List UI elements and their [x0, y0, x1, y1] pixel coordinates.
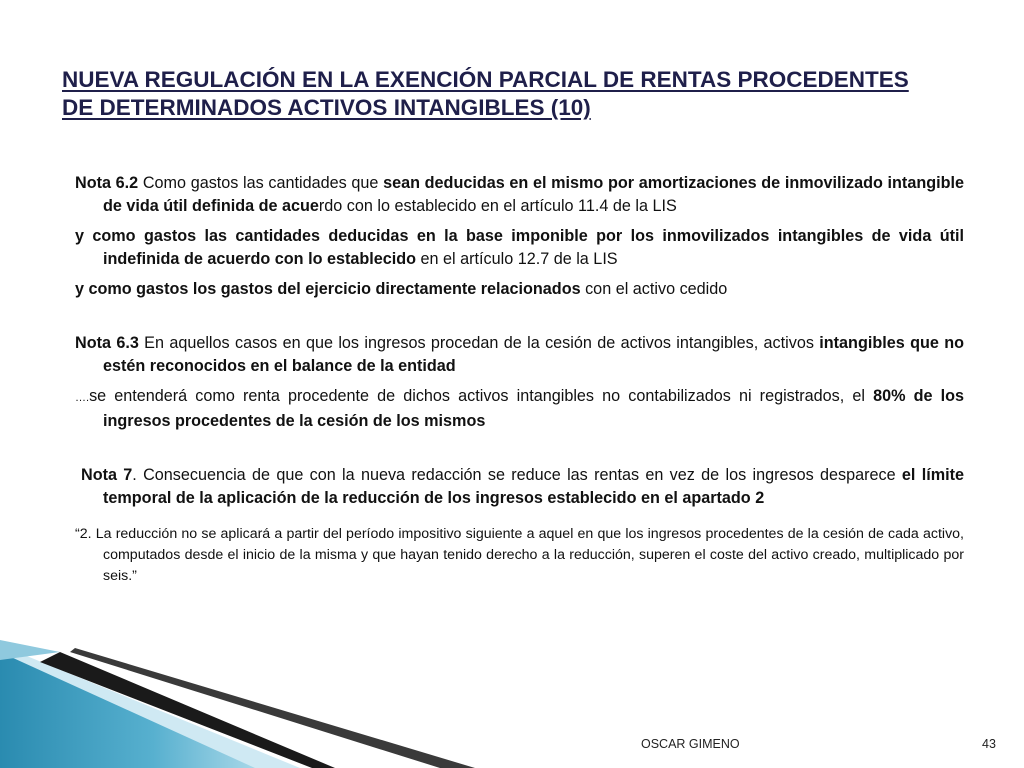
slide-title-line-1: NUEVA REGULACIÓN EN LA EXENCIÓN PARCIAL DE RENTAS PROCEDENTES [62, 67, 909, 92]
income-80-percent-text [89, 387, 964, 430]
ellipsis-mark: …. [75, 392, 90, 404]
bold-text-run: Nota 6.3 [75, 334, 139, 352]
note-7-paragraph [75, 464, 964, 510]
section-2-quote: “2. La reducción no se aplicará a partir del período impositivo siguiente a aquel en que los ingresos procedentes de la cesión de cada activo, computados desde el inicio de la misma y que hayan tenido derecho a la reducción, superen el coste del activo creado, multiplicado por seis.” [75, 526, 964, 584]
note-6-3-paragraph [75, 332, 964, 378]
text-run: Como gastos las cantidades que [138, 174, 384, 192]
text-run: con el activo cedido [580, 280, 728, 298]
income-80-percent-paragraph [75, 385, 964, 433]
swoosh-teal-band [0, 652, 255, 768]
text-run: se entenderá como renta procedente de dichos activos intangibles no contabilizados ni registrados, el [89, 387, 874, 405]
swoosh-grey-stroke [70, 648, 475, 768]
bold-text-run: y como gastos las cantidades deducidas en la base imponible por los inmovilizados intangibles de vida útil indefinida de acuerdo con lo establecido [75, 227, 964, 268]
footer-author: OSCAR GIMENO [641, 737, 740, 751]
swoosh-light-band [0, 645, 300, 768]
bold-text-run: Nota 6.2 [75, 174, 139, 192]
direct-expenses-paragraph [75, 278, 964, 301]
intangible-indefinite-paragraph [75, 225, 964, 271]
bold-text-run: intangibles que no estén reconocidos en el balance de la entidad [103, 334, 964, 375]
text-run: en el artículo 12.7 de la LIS [416, 250, 618, 268]
slide-title-line-2: DE DETERMINADOS ACTIVOS INTANGIBLES (10) [62, 95, 591, 120]
bold-text-run: y como gastos los gastos del ejercicio directamente relacionados [75, 280, 581, 298]
bold-text-run: el límite temporal de la aplicación de la reducción de los ingresos establecido en el apartado 2 [103, 466, 964, 507]
swoosh-tip [0, 640, 60, 660]
bold-text-run: sean deducidas en el mismo por amortizaciones de inmovilizado intangible de vida útil definida de acue [103, 174, 964, 215]
slide-title [62, 66, 962, 122]
swoosh-dark-stroke [40, 652, 335, 768]
bold-text-run: Nota 7 [81, 466, 133, 484]
text-run: . Consecuencia de que con la nueva redacción se reduce las rentas en vez de los ingresos desparece [132, 466, 902, 484]
footer-page-number: 43 [982, 737, 996, 751]
slide-body [75, 172, 964, 587]
note-6-2-paragraph [75, 172, 964, 218]
bold-text-run: 80% de los ingresos procedentes de la cesión de los mismos [103, 387, 964, 430]
text-run: En aquellos casos en que los ingresos procedan de la cesión de activos intangibles, activos [138, 334, 820, 352]
text-run: rdo con lo establecido en el artículo 11.4 de la LIS [318, 197, 677, 215]
